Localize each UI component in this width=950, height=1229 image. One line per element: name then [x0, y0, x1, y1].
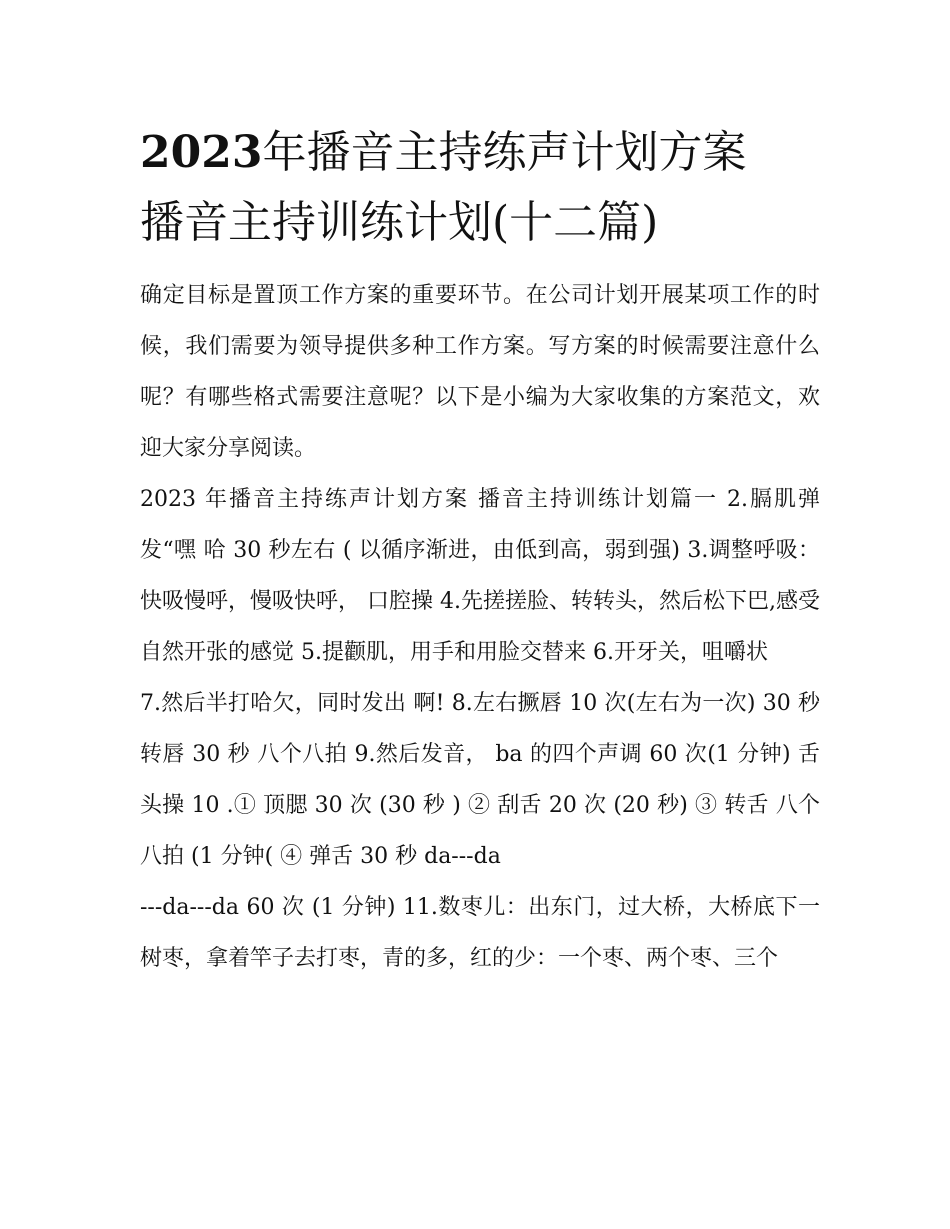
- title-line-1-text: 年播音主持练声计划方案: [262, 127, 747, 178]
- title-line-1: [140, 118, 820, 188]
- document-page: [140, 118, 820, 984]
- paragraph-2: 7.然后半打哈欠，同时发出 啊! 8.左右撅唇 10 次(左右为一次) 30 秒 转唇 30 秒 八个八拍 9.然后发音， ba 的四个声调 60 次(1 分钟) 舌头操 10 .① 顶腮 30 次 (30 秒 ) ② 刮舌 20 次 (20 秒) ③ 转舌 八个八拍 (1 分钟( ④ 弹舌 30 秒 da---da: [140, 691, 820, 869]
- document-title: [140, 118, 820, 258]
- document-body: [140, 270, 820, 984]
- paragraph-1: 2023 年播音主持练声计划方案 播音主持训练计划篇一 2.膈肌弹发“嘿 哈 30 秒左右 ( 以循序渐进，由低到高，弱到强) 3.调整呼吸：快吸慢呼，慢吸快呼， 口腔操 4.先搓搓脸、转转头，然后松下巴,感受自然开张的感觉 5.提颧肌，用手和用脸交替来 6.开牙关，咀嚼状: [140, 487, 820, 665]
- paragraph-intro: 确定目标是置顶工作方案的重要环节。在公司计划开展某项工作的时候，我们需要为领导提供多种工作方案。写方案的时候需要注意什么呢？有哪些格式需要注意呢？以下是小编为大家收集的方案范文，欢迎大家分享阅读。: [140, 283, 820, 461]
- title-year: 2023: [140, 127, 263, 178]
- paragraph-3: ---da---da 60 次 (1 分钟) 11.数枣儿：出东门，过大桥，大桥底下一树枣，拿着竿子去打枣，青的多，红的少：一个枣、两个枣、三个: [140, 895, 820, 971]
- title-line-2: 播音主持训练计划(十二篇): [140, 197, 659, 248]
